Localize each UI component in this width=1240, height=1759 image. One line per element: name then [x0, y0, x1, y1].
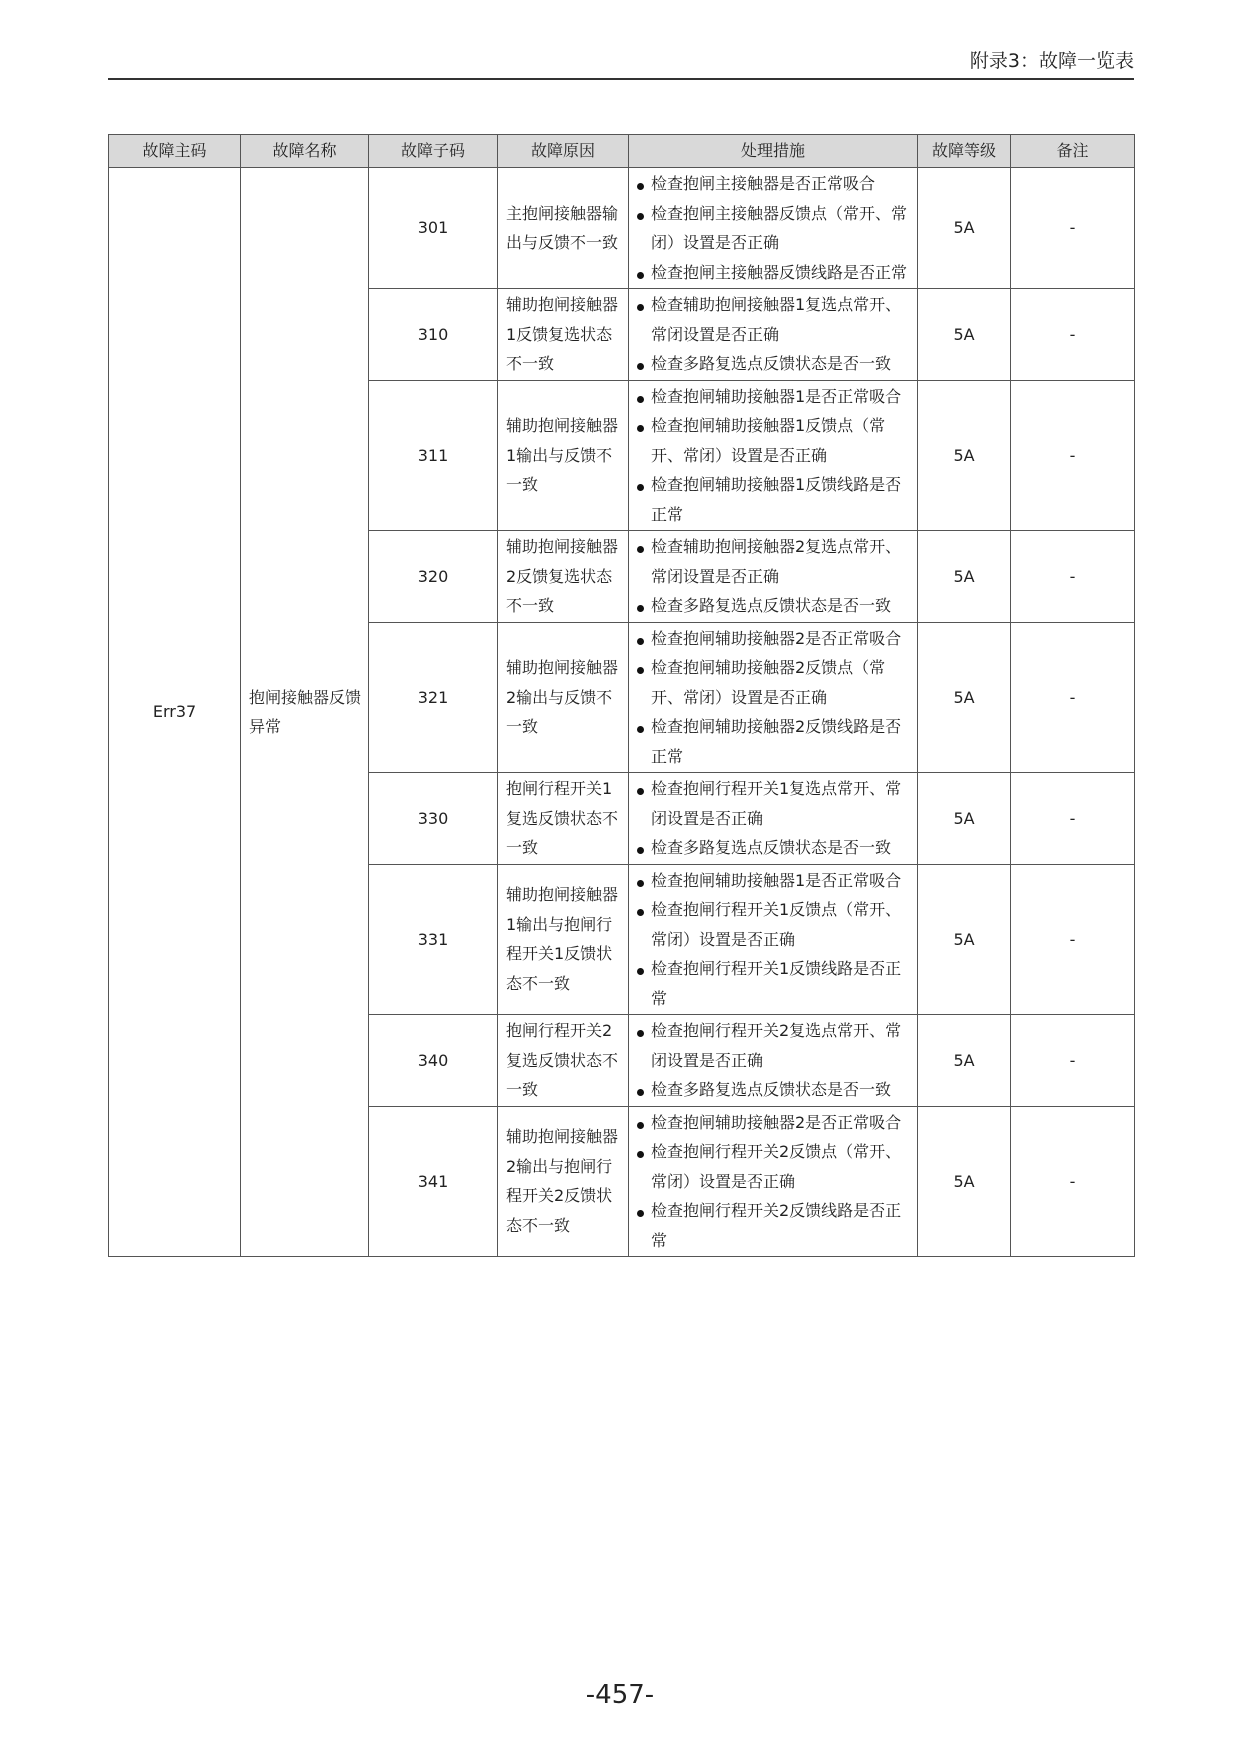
column-header: 故障名称: [241, 135, 369, 168]
handling-measures: [629, 773, 918, 865]
fault-sub-code: 301: [369, 168, 498, 289]
fault-level: 5A: [918, 1106, 1011, 1257]
fault-cause: 辅助抱闸接触器2反馈复选状态不一致: [498, 531, 629, 623]
fault-level: 5A: [918, 380, 1011, 531]
fault-main-code: Err37: [109, 168, 241, 1257]
measure-list: [636, 624, 911, 772]
fault-cause: 主抱闸接触器输出与反馈不一致: [498, 168, 629, 289]
measure-item: 检查抱闸辅助接触器2是否正常吸合: [636, 1108, 911, 1138]
fault-cause: 抱闸行程开关1复选反馈状态不一致: [498, 773, 629, 865]
fault-name: 抱闸接触器反馈异常: [241, 168, 369, 1257]
measure-item: 检查多路复选点反馈状态是否一致: [636, 349, 911, 379]
handling-measures: [629, 289, 918, 381]
fault-remark: -: [1011, 531, 1135, 623]
fault-sub-code: 331: [369, 864, 498, 1015]
page-header: [108, 40, 1134, 80]
measure-item: 检查抱闸主接触器是否正常吸合: [636, 169, 911, 199]
header-row: [109, 135, 1135, 168]
fault-cause: 辅助抱闸接触器1输出与抱闸行程开关1反馈状态不一致: [498, 864, 629, 1015]
measure-item: 检查多路复选点反馈状态是否一致: [636, 833, 911, 863]
measure-item: 检查抱闸辅助接触器1反馈线路是否正常: [636, 470, 911, 529]
measure-item: 检查多路复选点反馈状态是否一致: [636, 1075, 911, 1105]
column-header: 备注: [1011, 135, 1135, 168]
measure-list: [636, 1016, 911, 1105]
measure-list: [636, 290, 911, 379]
measure-item: 检查抱闸行程开关1复选点常开、常闭设置是否正确: [636, 774, 911, 833]
fault-cause: 辅助抱闸接触器2输出与反馈不一致: [498, 622, 629, 773]
measure-item: 检查抱闸行程开关1反馈点（常开、常闭）设置是否正确: [636, 895, 911, 954]
fault-remark: -: [1011, 1106, 1135, 1257]
measure-item: 检查多路复选点反馈状态是否一致: [636, 591, 911, 621]
measure-item: 检查抱闸辅助接触器1反馈点（常开、常闭）设置是否正确: [636, 411, 911, 470]
column-header: 处理措施: [629, 135, 918, 168]
fault-remark: -: [1011, 622, 1135, 773]
fault-sub-code: 311: [369, 380, 498, 531]
fault-level: 5A: [918, 531, 1011, 623]
fault-remark: -: [1011, 380, 1135, 531]
measure-list: [636, 866, 911, 1014]
handling-measures: [629, 168, 918, 289]
fault-level: 5A: [918, 864, 1011, 1015]
fault-sub-code: 341: [369, 1106, 498, 1257]
column-header: 故障子码: [369, 135, 498, 168]
fault-level: 5A: [918, 622, 1011, 773]
fault-sub-code: 330: [369, 773, 498, 865]
fault-cause: 抱闸行程开关2复选反馈状态不一致: [498, 1015, 629, 1107]
measure-item: 检查抱闸辅助接触器2反馈线路是否正常: [636, 712, 911, 771]
fault-remark: -: [1011, 864, 1135, 1015]
appendix-title: 附录3：故障一览表: [969, 50, 1134, 72]
table-row: [109, 168, 1135, 289]
measure-list: [636, 1108, 911, 1256]
fault-sub-code: 340: [369, 1015, 498, 1107]
fault-remark: -: [1011, 773, 1135, 865]
measure-item: 检查抱闸辅助接触器1是否正常吸合: [636, 382, 911, 412]
table-header: [109, 135, 1135, 168]
column-header: 故障主码: [109, 135, 241, 168]
handling-measures: [629, 622, 918, 773]
fault-remark: -: [1011, 1015, 1135, 1107]
column-header: 故障等级: [918, 135, 1011, 168]
measure-item: 检查抱闸辅助接触器2是否正常吸合: [636, 624, 911, 654]
table-body: [109, 168, 1135, 1257]
measure-list: [636, 774, 911, 863]
fault-level: 5A: [918, 289, 1011, 381]
handling-measures: [629, 531, 918, 623]
measure-item: 检查抱闸行程开关2反馈点（常开、常闭）设置是否正确: [636, 1137, 911, 1196]
measure-item: 检查抱闸辅助接触器2反馈点（常开、常闭）设置是否正确: [636, 653, 911, 712]
measure-list: [636, 532, 911, 621]
measure-item: 检查抱闸辅助接触器1是否正常吸合: [636, 866, 911, 896]
fault-sub-code: 310: [369, 289, 498, 381]
column-header: 故障原因: [498, 135, 629, 168]
measure-item: 检查抱闸行程开关2复选点常开、常闭设置是否正确: [636, 1016, 911, 1075]
fault-cause: 辅助抱闸接触器1输出与反馈不一致: [498, 380, 629, 531]
fault-remark: -: [1011, 289, 1135, 381]
fault-level: 5A: [918, 773, 1011, 865]
fault-cause: 辅助抱闸接触器1反馈复选状态不一致: [498, 289, 629, 381]
measure-list: [636, 169, 911, 287]
fault-table: [108, 134, 1135, 1257]
handling-measures: [629, 864, 918, 1015]
measure-item: 检查抱闸主接触器反馈点（常开、常闭）设置是否正确: [636, 199, 911, 258]
measure-item: 检查抱闸主接触器反馈线路是否正常: [636, 258, 911, 288]
fault-remark: -: [1011, 168, 1135, 289]
fault-sub-code: 321: [369, 622, 498, 773]
handling-measures: [629, 380, 918, 531]
measure-item: 检查辅助抱闸接触器2复选点常开、常闭设置是否正确: [636, 532, 911, 591]
fault-cause: 辅助抱闸接触器2输出与抱闸行程开关2反馈状态不一致: [498, 1106, 629, 1257]
fault-level: 5A: [918, 168, 1011, 289]
page-number: -457-: [585, 1680, 655, 1710]
fault-sub-code: 320: [369, 531, 498, 623]
fault-level: 5A: [918, 1015, 1011, 1107]
measure-item: 检查抱闸行程开关1反馈线路是否正常: [636, 954, 911, 1013]
handling-measures: [629, 1015, 918, 1107]
measure-list: [636, 382, 911, 530]
measure-item: 检查抱闸行程开关2反馈线路是否正常: [636, 1196, 911, 1255]
handling-measures: [629, 1106, 918, 1257]
measure-item: 检查辅助抱闸接触器1复选点常开、常闭设置是否正确: [636, 290, 911, 349]
